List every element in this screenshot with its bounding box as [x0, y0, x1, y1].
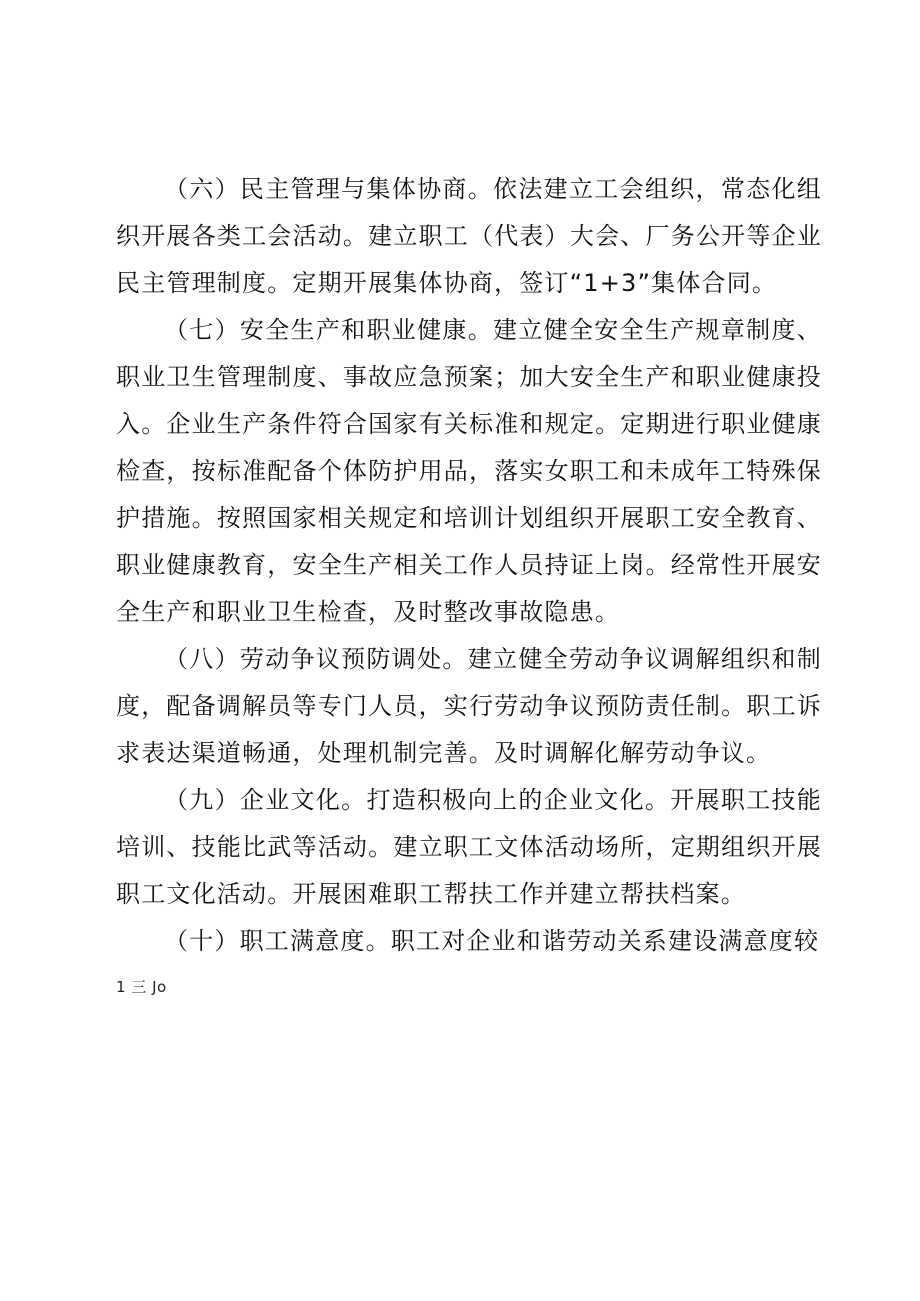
paragraph-employee-satisfaction: （十）职工满意度。职工对企业和谐劳动关系建设满意度较 [164, 927, 820, 955]
paragraph-corporate-culture: （九）企业文化。打造积极向上的企业文化。开展职工技能培训、技能比武等活动。建立职工文体活动场所，定期组织开展职工文化活动。开展困难职工帮扶工作并建立帮扶档案。 [116, 786, 822, 908]
paragraph-labor-dispute: （八）劳动争议预防调处。建立健全劳动争议调解组织和制度，配备调解员等专门人员，实行劳动争议预防责任制。职工诉求表达渠道畅通，处理机制完善。及时调解化解劳动争议。 [116, 645, 822, 767]
paragraph-safety-production: （七）安全生产和职业健康。建立健全安全生产规章制度、职业卫生管理制度、事故应急预案；加大安全生产和职业健康投入。企业生产条件符合国家有关标准和规定。定期进行职业健康检查，按标准配备个体防护用品，落实女职工和未成年工特殊保护措施。按照国家相关规定和培训计划组织开展职工安全教育、职业健康教育，安全生产相关工作人员持证上岗。经常性开展安全生产和职业卫生检查，及时整改事故隐患。 [116, 316, 822, 626]
paragraph-democratic-management: （六）民主管理与集体协商。依法建立工会组织，常态化组织开展各类工会活动。建立职工（代表）大会、厂务公开等企业民主管理制度。定期开展集体协商，签订“1+3”集体合同。 [116, 175, 822, 297]
page-footer: 1 三 Jo [116, 978, 167, 996]
document-body [116, 166, 822, 965]
